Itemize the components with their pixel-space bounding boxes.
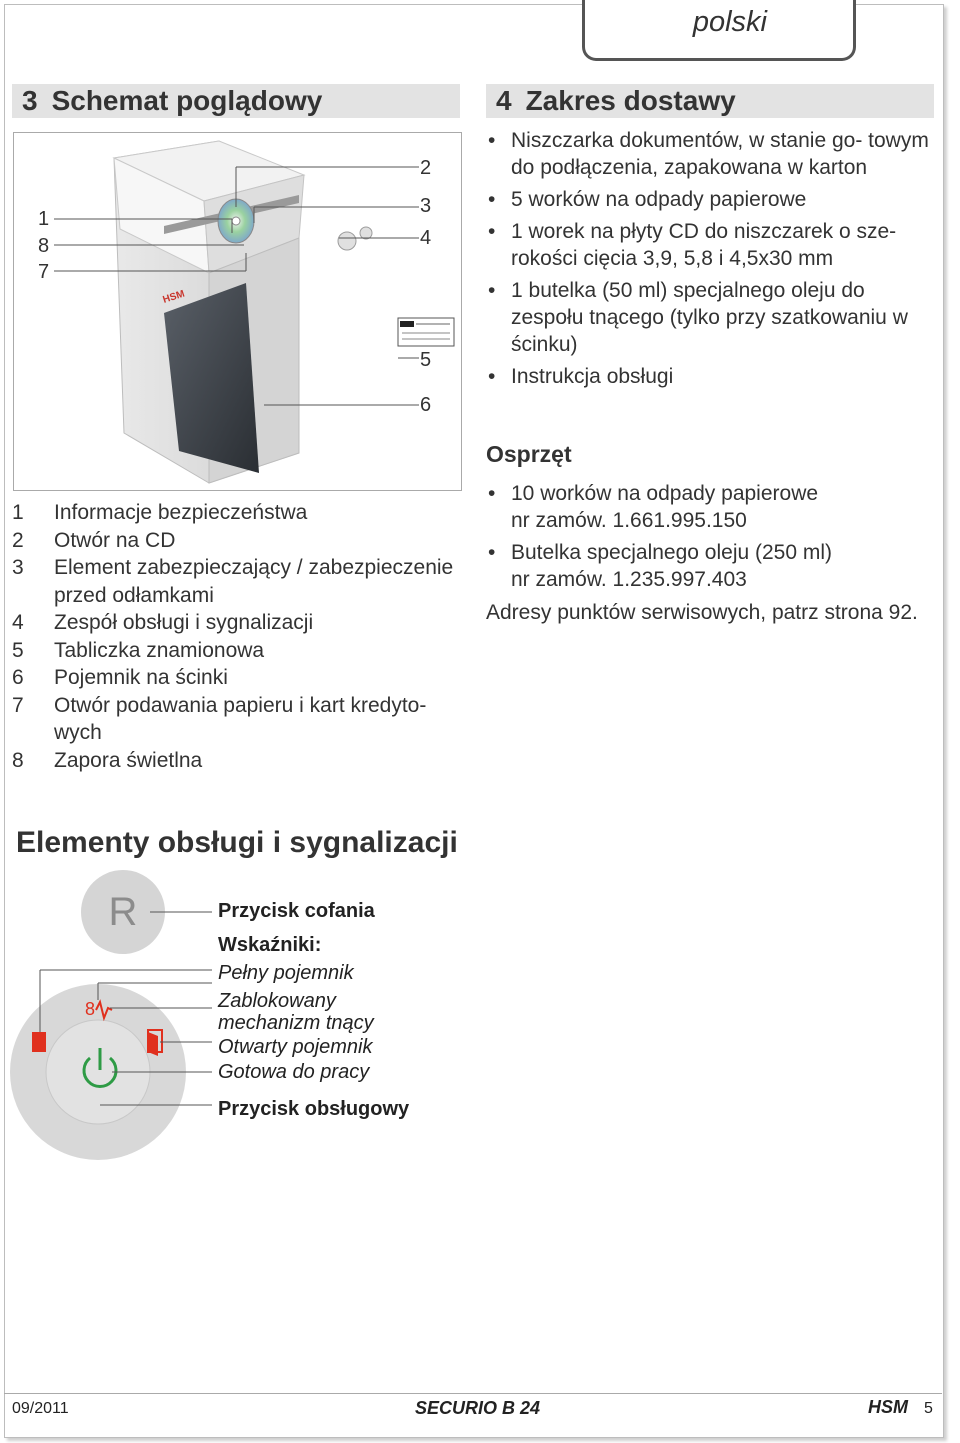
list-item: • 1 worek na płyty CD do niszczarek o sze- rokości cięcia 3,9, 5,8 i 4,5x30 mm <box>486 218 931 272</box>
footer-brand-logo: HSM <box>868 1397 908 1417</box>
list-item: • Niszczarka dokumentów, w stanie go- towym do podłączenia, zapakowana w karton <box>486 127 931 181</box>
list-item: • 10 worków na odpady papierowe nr zamów. 1.661.995.150 <box>486 480 931 534</box>
list-item: • 1 butelka (50 ml) specjalnego oleju do zespołu tnącego (tylko przy szatkowaniu w ścinku) <box>486 277 931 358</box>
svg-text:8: 8 <box>85 999 96 1019</box>
callout-6: 6 <box>420 394 432 416</box>
overview-legend <box>12 499 464 774</box>
bin-full-icon <box>32 1032 46 1052</box>
section-header-overview <box>12 84 460 118</box>
callout-8: 8 <box>38 235 50 257</box>
legend-item: 3 Element zabezpieczający / zabezpieczenie przed odłamkami <box>12 556 454 607</box>
device-logo: HSM <box>161 288 187 306</box>
indicator-bin-open: Otwarty pojemnik <box>218 1036 373 1058</box>
page-number: 5 <box>924 1400 933 1417</box>
operate-button-label: Przycisk obsługowy <box>218 1098 410 1120</box>
section-number: 3 <box>22 85 38 116</box>
footer-date: 09/2011 <box>12 1400 69 1417</box>
legend-item: 1 Informacje bezpieczeństwa <box>12 501 308 524</box>
svg-text:R: R <box>108 890 138 934</box>
callout-7: 7 <box>38 261 50 283</box>
delivery-list <box>486 127 931 395</box>
callout-1: 1 <box>38 208 50 230</box>
list-item: • Butelka specjalnego oleju (250 ml) nr zamów. 1.235.997.403 <box>486 539 931 593</box>
legend-item: 4 Zespół obsługi i sygnalizacji <box>12 611 314 634</box>
callout-4: 4 <box>420 227 432 249</box>
legend-item: 6 Pojemnik na ścinki <box>12 666 228 689</box>
callout-3: 3 <box>420 195 432 217</box>
section-header-delivery <box>486 84 934 118</box>
accessories-title: Osprzęt <box>486 441 572 467</box>
accessories-list <box>486 480 931 598</box>
list-item: • Instrukcja obsługi <box>486 363 931 390</box>
language-tab <box>582 0 856 61</box>
legend-item: 2 Otwór na CD <box>12 528 176 552</box>
callout-2: 2 <box>420 157 432 179</box>
list-item: • 5 worków na odpady papierowe <box>486 186 931 213</box>
reverse-button-label: Przycisk cofania <box>218 900 375 922</box>
section-title: Schemat poglądowy <box>51 85 323 116</box>
indicators-title: Wskaźniki: <box>218 934 322 956</box>
legend-item: 8 Zapora świetlna <box>12 748 203 772</box>
section-title: Zakres dostawy <box>525 85 736 116</box>
language-label: polski <box>692 6 767 38</box>
section-number: 4 <box>496 85 512 116</box>
footer-model: SECURIO B 24 <box>415 1398 541 1418</box>
service-note: Adresy punktów serwisowych, patrz strona 92. <box>486 601 918 624</box>
shredder-illustration <box>14 133 461 490</box>
indicator-ready: Gotowa do pracy <box>218 1061 370 1083</box>
indicator-cutter-blocked: Zablokowany mechanizm tnący <box>218 990 374 1034</box>
controls-title: Elementy obsługi i sygnalizacji <box>16 826 458 859</box>
callout-5: 5 <box>420 349 432 371</box>
legend-item: 5 Tabliczka znamionowa <box>12 638 265 662</box>
footer-divider <box>4 1393 942 1394</box>
legend-item: 7 Otwór podawania papieru i kart kredyto- wych <box>12 693 427 744</box>
indicator-bin-full: Pełny pojemnik <box>218 962 354 984</box>
shredder-image <box>13 132 462 491</box>
